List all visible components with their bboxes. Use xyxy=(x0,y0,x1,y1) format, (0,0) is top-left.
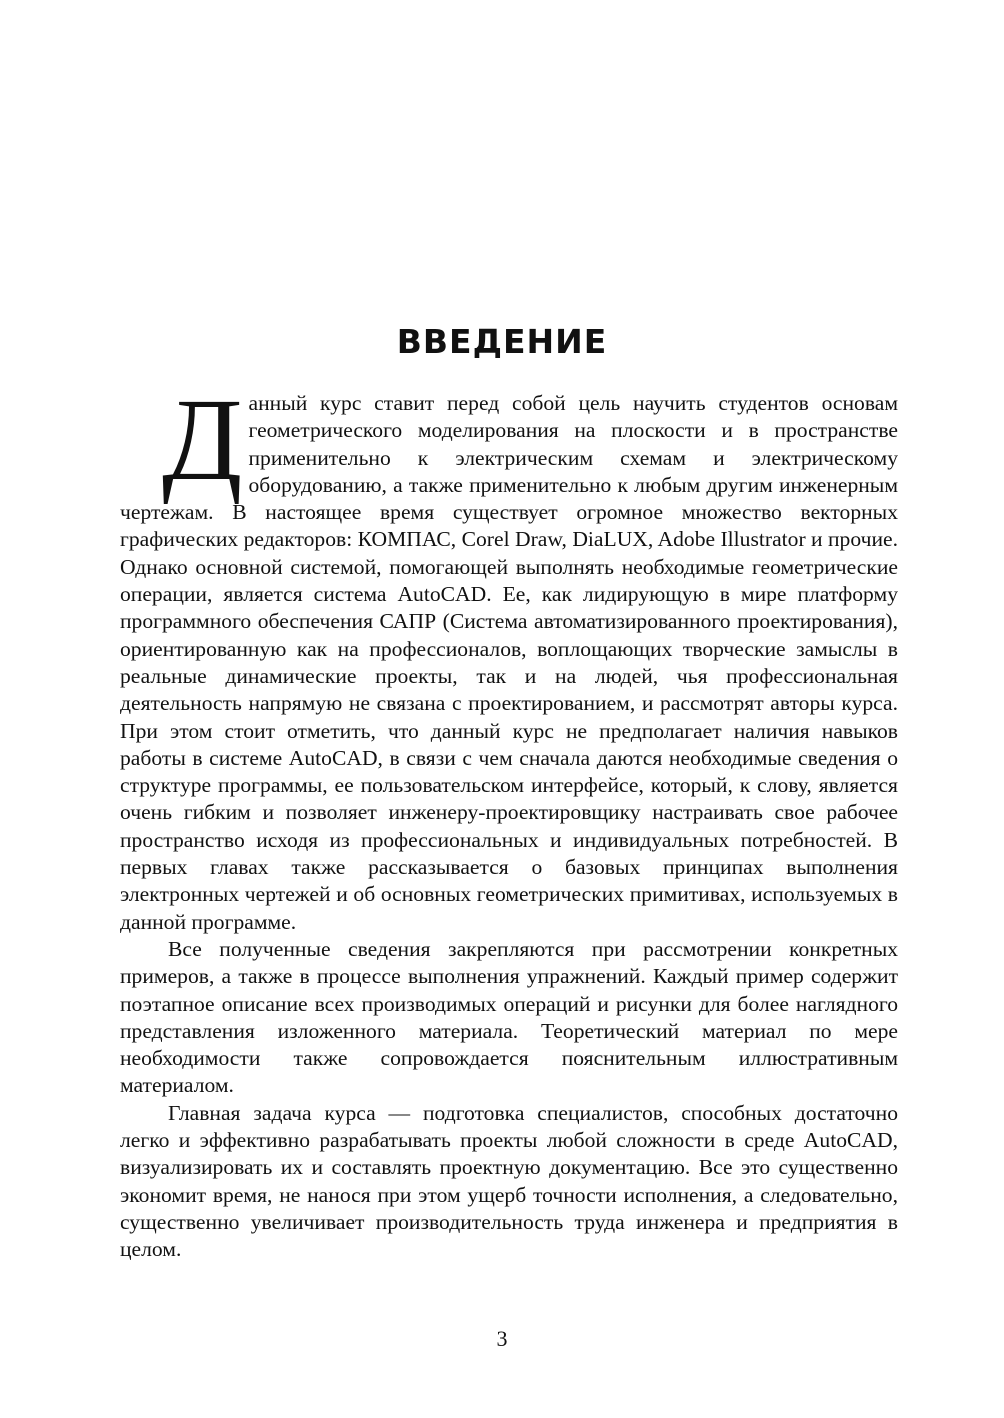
paragraph-examples: Все полученные сведения закрепляются при рассмотрении конкретных примеров, а также в процессе выполнения упражнений. Каждый пример содержит поэтапное описание всех производимых операций и рисунки для более наглядного представления изложенного материала. Теоретический материал по мере необходимости также сопровождается пояснительным иллюстративным материалом. xyxy=(120,936,898,1098)
page-number: 3 xyxy=(496,1326,508,1351)
paragraph-intro-text: анный курс ставит перед собой цель научить студентов основам геометрического моделирования на плоскости и в пространстве применительно к электрическим схемам и электрическому оборудованию, а также применительно к любым другим инженерным чертежам. В настоящее время существует огромное множество векторных графических редакторов: КОМПАС, Corel Draw, DiaLUX, Adobe Illustrator и прочие. Однако основной системой, помогающей выполнять необходимые геометрические операции, является система AutoCAD. Ее, как лидирующую в мире платформу программного обеспечения САПР (Система автоматизированного проектирования), ориентированную как на профессионалов, воплощающих творческие замыслы в реальные динамические проекты, так и на людей, чья профессиональная деятельность напрямую не связана с проектированием, и рассмотрят авторы курса. При этом стоит отметить, что данный курс не предполагает наличия навыков работы в системе AutoCAD, в связи с чем сначала даются необходимые сведения о структуре программы, ее пользовательском интерфейсе, который, к слову, является очень гибким и позволяет инженеру-проектировщику настраивать свое рабочее пространство исходя из профессиональных и индивидуальных потребностей. В первых главах также рассказывается о базовых принципах выполнения электронных чертежей и об основных геометрических примитивах, используемых в данной программе. xyxy=(120,391,898,934)
paragraph-intro xyxy=(120,374,898,936)
page-title: ВВЕДЕНИЕ xyxy=(396,322,608,361)
drop-cap: Д xyxy=(162,374,243,505)
body-text xyxy=(120,374,898,1264)
paragraph-main-goal: Главная задача курса — подготовка специалистов, способных достаточно легко и эффективно разрабатывать проекты любой сложности в среде AutoCAD, визуализировать их и составлять проектную документацию. Все это существенно экономит время, не нанося при этом ущерб точности исполнения, а следовательно, существенно увеличивает производительность труда инженера и предприятия в целом. xyxy=(120,1100,898,1262)
